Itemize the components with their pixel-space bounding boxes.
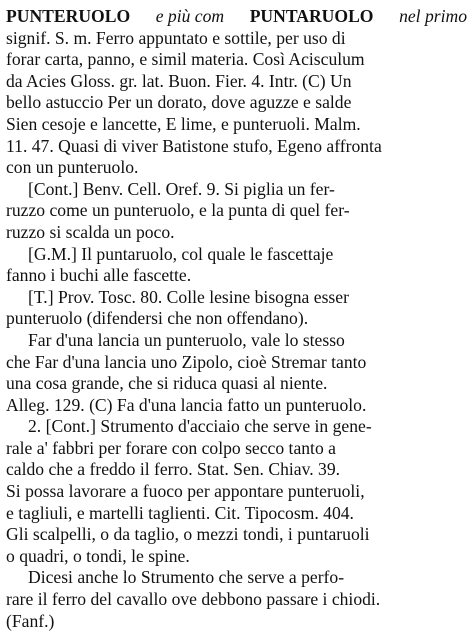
line-text: con un punteruolo. — [6, 157, 139, 178]
line-text: Gli scalpelli, o da taglio, o mezzi tondi, i puntaruoli — [6, 524, 370, 545]
text-line — [6, 136, 467, 158]
text-line — [6, 524, 467, 546]
text-line — [6, 244, 467, 266]
text-line — [6, 71, 467, 93]
line-text: punteruolo (difendersi che non offendano). — [6, 308, 309, 329]
line-text: ruzzo si scalda un poco. — [6, 221, 175, 242]
text-line — [6, 330, 467, 352]
text-line — [6, 481, 467, 503]
line-text: e tagliuli, e martelli taglienti. Cit. Tipocosm. 404. — [6, 502, 354, 523]
line-text: rale a' fabbri per forare con colpo secco tanto a — [6, 437, 336, 458]
text-line — [6, 503, 467, 525]
line-text: [T.] Prov. Tosc. 80. Colle lesine bisogna esser — [28, 286, 349, 307]
line-text: o quadri, o tondi, le spine. — [6, 545, 190, 566]
line-text: bello astuccio Per un dorato, dove aguzze e salde — [6, 92, 352, 113]
line-text: ruzzo come un punteruolo, e la punta di quel fer- — [6, 200, 350, 221]
text-line — [6, 308, 467, 330]
line-text: [Cont.] Benv. Cell. Oref. 9. Si piglia un fer- — [28, 178, 335, 199]
text-line — [6, 200, 467, 222]
text-line — [6, 459, 467, 481]
line-text: forar carta, panno, e simil materia. Così Acisculum — [6, 49, 365, 70]
line-text: una cosa grande, che si riduca quasi al niente. — [6, 373, 328, 394]
line-text: Alleg. 129. (C) Fa d'una lancia fatto un punteruolo. — [6, 394, 367, 415]
line-text: Si possa lavorare a fuoco per appontare punteruoli, — [6, 481, 365, 502]
text-line — [6, 416, 467, 438]
sense-note: nel primo — [399, 6, 467, 26]
text-line — [6, 611, 467, 632]
line-text: Dicesi anche lo Strumento che serve a perfo- — [28, 567, 345, 588]
headword: PUNTERUOLO — [6, 6, 131, 26]
line-text: (Fanf.) — [6, 610, 55, 631]
text-line — [6, 438, 467, 460]
variant-intro: e più com — [155, 6, 225, 26]
line-text: [G.M.] Il puntaruolo, col quale le fascettaje — [28, 243, 334, 264]
text-line — [6, 179, 467, 201]
line-text: 11. 47. Quasi di viver Batistone stufo, Egeno affronta — [6, 135, 382, 156]
text-line — [6, 6, 467, 28]
text-line — [6, 287, 467, 309]
line-text: da Acies Gloss. gr. lat. Buon. Fier. 4. Intr. (C) Un — [6, 70, 352, 91]
text-line — [6, 157, 467, 179]
line-text: signif. S. m. Ferro appuntato e sottile, per uso di — [6, 27, 346, 48]
text-line — [6, 28, 467, 50]
line-text: Sien cesoje e lancette, E lime, e punteruoli. Malm. — [6, 113, 361, 134]
text-line — [6, 395, 467, 417]
line-text: che Far d'una lancia uno Zipolo, cioè Stremar tanto — [6, 351, 367, 372]
line-text: 2. [Cont.] Strumento d'acciaio che serve in gene- — [28, 416, 372, 437]
text-line — [6, 352, 467, 374]
text-line — [6, 567, 467, 589]
text-line — [6, 546, 467, 568]
variant-headword: PUNTARUOLO — [249, 6, 374, 26]
text-line — [6, 92, 467, 114]
line-text: caldo che a freddo il ferro. Stat. Sen. Chiav. 39. — [6, 459, 341, 480]
line-text: fanno i buchi alle fascette. — [6, 265, 192, 286]
text-line — [6, 373, 467, 395]
text-line — [6, 265, 467, 287]
line-text: Far d'una lancia un punteruolo, vale lo stesso — [28, 329, 345, 350]
text-line — [6, 222, 467, 244]
text-line — [6, 49, 467, 71]
text-line — [6, 114, 467, 136]
text-line — [6, 589, 467, 611]
line-text: rare il ferro del cavallo ove debbono passare i chiodi. — [6, 589, 381, 610]
